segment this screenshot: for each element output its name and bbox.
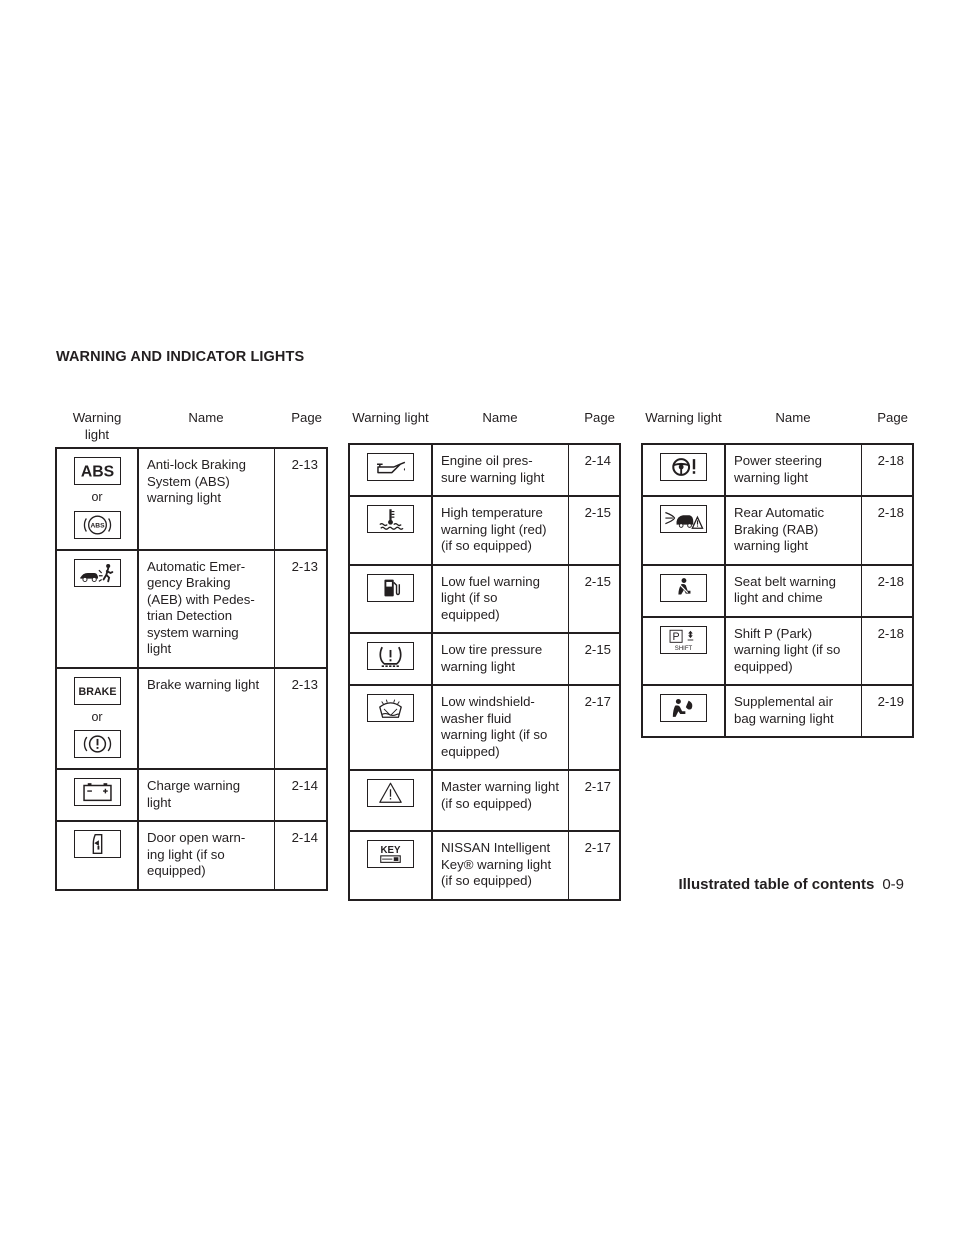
page-footer	[678, 876, 904, 893]
header-name: Name	[188, 410, 224, 425]
warning-light-name: Rear Automatic Braking (RAB) warning light	[725, 496, 861, 565]
page-reference: 2-17	[568, 831, 620, 900]
table-row	[642, 685, 913, 737]
warning-light-name: Seat belt warning light and chime	[725, 565, 861, 617]
warning-light-name: Master warning light (if so equipped)	[432, 770, 568, 831]
header-name: Name	[482, 410, 518, 425]
warning-light-name: Low fuel warning light (if so equipped)	[432, 565, 568, 634]
icon-cell	[56, 448, 138, 550]
warning-light-name: Charge warning light	[138, 769, 274, 821]
page-reference: 2-18	[861, 565, 913, 617]
shift-p-icon	[660, 626, 707, 654]
icon-cell	[56, 668, 138, 770]
icon-cell	[349, 565, 432, 634]
icon-cell	[349, 685, 432, 770]
warning-light-name: Anti-lock Braking System (ABS) warning light	[138, 448, 274, 550]
door-open-icon	[74, 830, 121, 858]
icon-cell	[349, 831, 432, 900]
oil-can-icon	[367, 453, 414, 481]
table-row	[642, 565, 913, 617]
brake-circle-icon	[74, 730, 121, 758]
brake-text-icon	[74, 677, 121, 705]
icon-cell	[642, 617, 725, 686]
table-row	[349, 565, 620, 634]
or-label: or	[91, 709, 103, 724]
or-label: or	[91, 490, 103, 504]
key-icon	[367, 840, 414, 868]
warning-light-name: High temperature warning light (red) (if so equipped)	[432, 496, 568, 565]
warning-light-name: Engine oil pres- sure warning light	[432, 444, 568, 496]
page-reference: 2-15	[568, 633, 620, 685]
header-warning-light: Warning light	[72, 410, 122, 442]
table-row	[56, 668, 327, 770]
section-title: WARNING AND INDICATOR LIGHTS	[56, 349, 305, 365]
rear-braking-icon	[660, 505, 707, 533]
footer-page-number: 0-9	[882, 876, 904, 893]
air-bag-icon	[660, 694, 707, 722]
header-warning-light: Warning light	[352, 410, 429, 425]
header-page: Page	[291, 410, 322, 425]
warning-light-name: Door open warn- ing light (if so equipped)	[138, 821, 274, 890]
fuel-pump-icon	[367, 574, 414, 602]
page-reference: 2-19	[861, 685, 913, 737]
page-reference: 2-17	[568, 685, 620, 770]
header-name: Name	[775, 410, 811, 425]
page-reference: 2-15	[568, 565, 620, 634]
page-reference: 2-15	[568, 496, 620, 565]
icon-cell	[56, 769, 138, 821]
page-reference: 2-18	[861, 617, 913, 686]
warning-lights-table	[348, 408, 621, 901]
page-reference: 2-14	[568, 444, 620, 496]
steering-wheel-icon	[660, 453, 707, 481]
page-reference: 2-18	[861, 444, 913, 496]
table-row	[56, 448, 327, 550]
thermometer-icon	[367, 505, 414, 533]
brake-icon-text: BRAKE	[78, 685, 116, 698]
page-reference: 2-17	[568, 770, 620, 831]
master-warning-icon	[367, 779, 414, 807]
warning-light-name: Supplemental air bag warning light	[725, 685, 861, 737]
warning-light-name: Automatic Emer- gency Braking (AEB) with Pedes- trian Detection system warning light	[138, 550, 274, 668]
table-row	[642, 496, 913, 565]
tire-pressure-icon	[367, 642, 414, 670]
footer-title: Illustrated table of contents	[678, 876, 875, 893]
shift-p-icon-letter: P	[672, 630, 680, 643]
table-row	[56, 769, 327, 821]
warning-light-name: Brake warning light	[138, 668, 274, 770]
icon-cell	[349, 633, 432, 685]
warning-light-name: Low tire pressure warning light	[432, 633, 568, 685]
table-row	[349, 444, 620, 496]
page-reference: 2-14	[274, 821, 327, 890]
battery-icon	[74, 778, 121, 806]
header-warning-light: Warning light	[645, 410, 722, 425]
warning-light-name: NISSAN Intelligent Key® warning light (if so equipped)	[432, 831, 568, 900]
table-header-row	[642, 408, 913, 444]
page-reference: 2-18	[861, 496, 913, 565]
icon-cell	[642, 444, 725, 496]
table-row	[56, 550, 327, 668]
warning-light-name: Low windshield- washer fluid warning light (if so equipped)	[432, 685, 568, 770]
washer-fluid-icon	[367, 694, 414, 722]
warning-light-name: Power steering warning light	[725, 444, 861, 496]
table-header-row	[56, 408, 327, 448]
icon-cell	[349, 496, 432, 565]
warning-lights-table	[641, 408, 914, 738]
table-row	[349, 496, 620, 565]
abs-circle-icon	[74, 511, 121, 539]
table-row	[642, 617, 913, 686]
table-row	[349, 685, 620, 770]
seat-belt-icon	[660, 574, 707, 602]
warning-light-name: Shift P (Park) warning light (if so equipped)	[725, 617, 861, 686]
icon-cell	[56, 550, 138, 668]
key-icon-text: KEY	[380, 845, 401, 857]
header-page: Page	[584, 410, 615, 425]
table-header-row	[349, 408, 620, 444]
icon-cell	[642, 496, 725, 565]
page-reference: 2-13	[274, 550, 327, 668]
table-row	[642, 444, 913, 496]
warning-lights-table	[55, 408, 328, 891]
table-row	[349, 770, 620, 831]
icon-cell	[349, 444, 432, 496]
table-row	[349, 633, 620, 685]
icon-cell	[56, 821, 138, 890]
page-reference: 2-13	[274, 668, 327, 770]
header-page: Page	[877, 410, 908, 425]
aeb-pedestrian-icon	[74, 559, 121, 587]
table-row	[349, 831, 620, 900]
shift-icon-text: SHIFT	[674, 645, 693, 652]
page-reference: 2-14	[274, 769, 327, 821]
table-row	[56, 821, 327, 890]
page-reference: 2-13	[274, 448, 327, 550]
abs-circle-icon-text: ABS	[89, 522, 105, 530]
icon-cell	[642, 685, 725, 737]
icon-cell	[642, 565, 725, 617]
abs-icon-text: ABS	[80, 463, 114, 481]
abs-text-icon	[74, 457, 121, 485]
icon-cell	[349, 770, 432, 831]
